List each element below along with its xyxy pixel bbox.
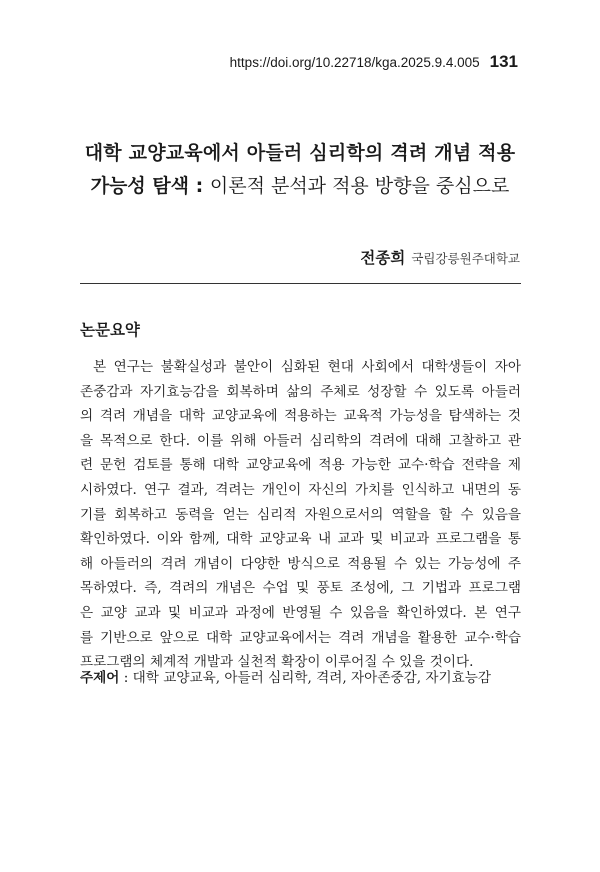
page-number: 131 xyxy=(489,52,518,71)
abstract-body xyxy=(80,355,521,675)
abstract-line: 시하였다. 연구 결과, 격려는 개인이 자신의 가치를 인식하고 내면의 동 xyxy=(80,481,521,498)
abstract-line: 기를 회복하고 동력을 얻는 심리적 자원으로서의 역할을 할 수 있음을 xyxy=(80,506,521,523)
abstract-line: 확인하였다. 이와 함께, 대학 교양교육 내 교과 및 비교과 프로그램을 통 xyxy=(80,531,521,548)
keywords-list: 대학 교양교육, 아들러 심리학, 격려, 자아존중감, 자기효능감 xyxy=(132,670,492,686)
doi-link[interactable]: https://doi.org/10.22718/kga.2025.9.4.005 xyxy=(229,55,480,70)
author-name: 전종희 xyxy=(360,249,406,267)
abstract-line: 본 연구는 불확실성과 불안이 심화된 현대 사회에서 대학생들이 자아 xyxy=(93,359,521,375)
header-divider xyxy=(80,283,521,284)
keywords-block xyxy=(80,666,521,686)
keywords-separator: : xyxy=(119,670,133,686)
abstract-heading: 논문요약 xyxy=(80,321,140,339)
abstract-line: 프로그램의 체계적 개발과 실천적 확장이 이루어질 수 있을 것이다. xyxy=(80,654,474,671)
paper-subtitle: 이론적 분석과 적용 방향을 중심으로 xyxy=(209,175,510,197)
paper-title-line1: 대학 교양교육에서 아들러 심리학의 격려 개념 적용 xyxy=(84,142,516,164)
abstract-line: 존중감과 자기효능감을 회복하며 삶의 주체로 성장할 수 있도록 아들러 xyxy=(80,383,521,400)
abstract-line: 해 아들러의 격려 개념이 다양한 방식으로 적용될 수 있는 가능성에 주 xyxy=(80,555,521,572)
abstract-line: 은 교양 교과 및 비교과 과정에 반영될 수 있음을 확인하였다. 본 연구 xyxy=(80,604,521,621)
author-block xyxy=(360,246,520,268)
abstract-line: 련 문헌 검토를 통해 대학 교양교육에 적용 가능한 교수·학습 전략을 제 xyxy=(80,457,521,474)
abstract-line: 를 기반으로 앞으로 대학 교양교육에서는 격려 개념을 활용한 교수·학습 xyxy=(80,629,521,646)
abstract-line: 목하였다. 즉, 격려의 개념은 수업 및 풍토 조성에, 그 기법과 프로그램 xyxy=(80,580,521,597)
title-main-part: 가능성 탐색 : xyxy=(90,175,210,197)
abstract-line: 의 격려 개념을 대학 교양교육에 적용하는 교육적 가능성을 탐색하는 것 xyxy=(80,408,521,425)
keywords-label: 주제어 xyxy=(80,670,120,686)
author-affiliation: 국립강릉원주대학교 xyxy=(411,251,520,266)
abstract-line: 을 목적으로 한다. 이를 위해 아들러 심리학의 격려에 대해 고찰하고 관 xyxy=(80,432,521,449)
paper-title-line2 xyxy=(0,171,600,198)
running-header xyxy=(230,52,518,72)
